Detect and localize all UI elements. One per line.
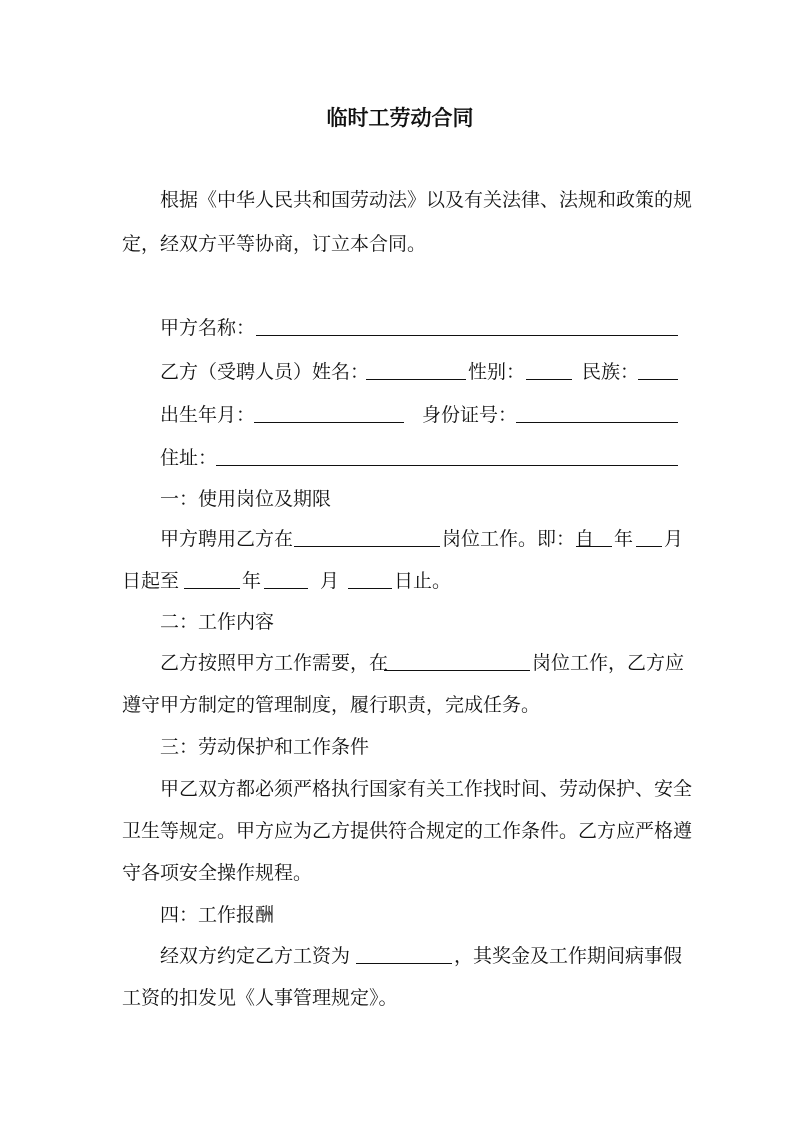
intro-line-1: 根据《中华人民共和国劳动法》以及有关法律、法规和政策的规	[160, 189, 693, 211]
document-title: 临时工劳动合同	[326, 106, 474, 130]
gender-label: 性别：	[468, 361, 526, 383]
section-2-line-1b: 岗位工作，乙方应	[532, 652, 685, 674]
start-month-blank	[636, 546, 662, 547]
section-2-line-2: 遵守甲方制定的管理制度，履行职责，完成任务。	[122, 694, 541, 716]
section-1-line-2c: 月	[320, 570, 340, 592]
address-label: 住址：	[160, 447, 218, 469]
section-1-line-2d: 日止。	[394, 570, 452, 592]
start-year-blank	[576, 546, 612, 547]
section-3-line-2: 卫生等规定。甲方应为乙方提供符合规定的工作条件。乙方应严格遵	[122, 820, 693, 842]
party-b-name-blank	[366, 379, 466, 380]
section-3-line-3: 守各项安全操作规程。	[122, 862, 313, 884]
section-4-line-2: 工资的扣发见《人事管理规定》。	[122, 987, 398, 1009]
party-a-label: 甲方名称：	[160, 317, 256, 339]
birth-label: 出生年月：	[160, 404, 256, 426]
salary-blank	[356, 963, 452, 964]
section-1-line-1b: 岗位工作。即：自	[442, 528, 595, 550]
end-year-blank	[184, 588, 240, 589]
section-1-year-label: 年	[614, 528, 634, 550]
section-1-heading: 一：使用岗位及期限	[160, 488, 332, 510]
section-2-heading: 二：工作内容	[160, 611, 275, 633]
id-number-label: 身份证号：	[422, 404, 518, 426]
section-1-line-2a: 日起至	[122, 570, 180, 592]
section-3-heading: 三：劳动保护和工作条件	[160, 736, 370, 758]
work-post-blank	[384, 670, 530, 671]
address-blank	[216, 465, 678, 466]
section-2-line-1a: 乙方按照甲方工作需要，在	[160, 652, 389, 674]
gender-blank	[526, 379, 572, 380]
section-1-line-2b: 年	[242, 570, 262, 592]
section-4-heading: 四：工作报酬	[160, 904, 275, 926]
end-day-blank	[348, 588, 392, 589]
section-4-line-1b: ，其奖金及工作期间病事假	[454, 945, 683, 967]
intro-line-2: 定，经双方平等协商，订立本合同。	[122, 233, 427, 255]
party-b-name-label: 乙方（受聘人员）姓名：	[160, 361, 370, 383]
section-4-line-1a: 经双方约定乙方工资为	[160, 945, 351, 967]
birth-blank	[254, 422, 404, 423]
section-1-month-label: 月	[664, 528, 684, 550]
id-number-blank	[516, 422, 678, 423]
section-1-line-1a: 甲方聘用乙方在	[160, 528, 294, 550]
post-blank	[294, 546, 440, 547]
ethnicity-label: 民族：	[582, 361, 640, 383]
end-month-blank	[264, 588, 308, 589]
party-a-blank	[256, 335, 678, 336]
ethnicity-blank	[638, 379, 678, 380]
section-3-line-1: 甲乙双方都必须严格执行国家有关工作找时间、劳动保护、安全	[160, 778, 693, 800]
